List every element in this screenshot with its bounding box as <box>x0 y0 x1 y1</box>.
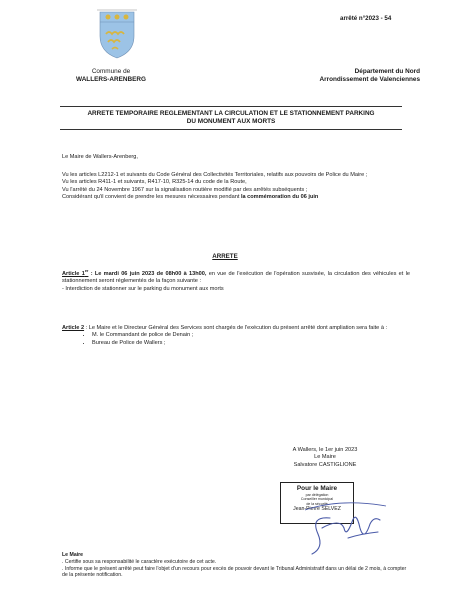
list-item: • M. le Commandant de police de Denain ; <box>92 332 410 340</box>
arrete-heading: ARRETE <box>212 253 238 260</box>
article-2-text: : Le Maire et le Directeur Général des Services sont chargés de l'exécution du présent arrêté dont ampliation sera faite à : <box>84 325 388 331</box>
commune-block <box>61 68 161 84</box>
stamp-title: Pour le Maire <box>296 485 338 492</box>
ampliation-list <box>62 332 410 347</box>
mayor-name: Salvatore CASTIGLIONE <box>293 461 357 468</box>
list-item: • Bureau de Police de Wallers ; <box>92 340 410 348</box>
title-line-2: DU MONUMENT AUX MORTS <box>186 118 276 126</box>
article-1-item: - Interdiction de stationner sur le parking du monument aux morts <box>62 285 224 292</box>
article-1-date: Le mardi 06 juin 2023 de 08h00 à 13h00, <box>92 270 207 277</box>
considerant-line <box>62 194 410 201</box>
vus-block <box>62 172 410 202</box>
title-line-1: ARRETE TEMPORAIRE REGLEMENTANT LA CIRCULATION ET LE STATIONNEMENT PARKING <box>87 110 375 117</box>
considerant-bold: la commémoration du 06 juin <box>240 194 319 201</box>
stamp-sub-1: par délégation <box>305 493 329 497</box>
footer-line-2: . Informe que le présent arrêté peut faire l'objet d'un recours pour excès de pouvoir devant le Tribunal Administratif dans un délai de 2 mois, à compter de la présente notification. <box>62 565 407 579</box>
place-date: A Wallers, le 1er juin 2023 <box>292 447 358 453</box>
stamp-name: Jean-Pierre SELVEZ <box>293 506 341 513</box>
signature-block <box>270 447 380 469</box>
article-1-body <box>62 268 410 286</box>
article-1-label: Article 1er <box>62 269 89 277</box>
article-2-body <box>62 325 410 332</box>
article-2-label: Article 2 <box>62 325 85 331</box>
article-1 <box>62 268 410 293</box>
article-1-colon: : <box>88 270 93 277</box>
vu-line-3: Vu l'arrêté du 24 Novembre 1967 sur la signalisation routière modifié par des arrêtés subséquents ; <box>62 186 308 193</box>
commune-name: WALLERS-ARENBERG <box>76 76 146 83</box>
coat-of-arms-logo <box>94 8 140 60</box>
arrondissement-name: Arrondissement de Valenciennes <box>319 76 420 83</box>
mayor-role: Le Maire <box>314 454 336 461</box>
intro-text: Le Maire de Wallers-Arenberg, <box>62 154 138 160</box>
department-name: Département du Nord <box>354 68 420 75</box>
article-1-text: en vue de l'exécution de l'opération susvisée, la circulation des véhicules et le stationnement seront réglementés de la façon suivante : <box>62 270 410 285</box>
handwritten-signature <box>300 498 390 558</box>
commune-label: Commune de <box>91 68 131 75</box>
article-2 <box>62 325 410 348</box>
department-block <box>250 68 420 84</box>
footer-role: Le Maire <box>62 552 84 558</box>
document-title <box>60 106 402 130</box>
footer-line-1: . Certifie sous sa responsabilité le caractère exécutoire de cet acte. <box>62 558 217 565</box>
arrete-number: arrêté n°2023 - 54 <box>340 15 392 22</box>
stamp-sub-3: de la sécurité <box>306 501 328 506</box>
vu-line-2: Vu les articles R411-1 et suivants, R417-10, R325-14 du code de la Route, <box>62 179 247 186</box>
stamp-sub-2: Conseiller municipal <box>300 497 334 502</box>
considerant-text: Considérant qu'il convient de prendre les mesures nécessaires pendant <box>62 194 241 201</box>
vu-line-1: Vu les articles L2212-1 et suivants du Code Général des Collectivités Territoriales, relatifs aux pouvoirs de Police du Maire ; <box>62 172 368 178</box>
footer-block <box>62 552 412 579</box>
